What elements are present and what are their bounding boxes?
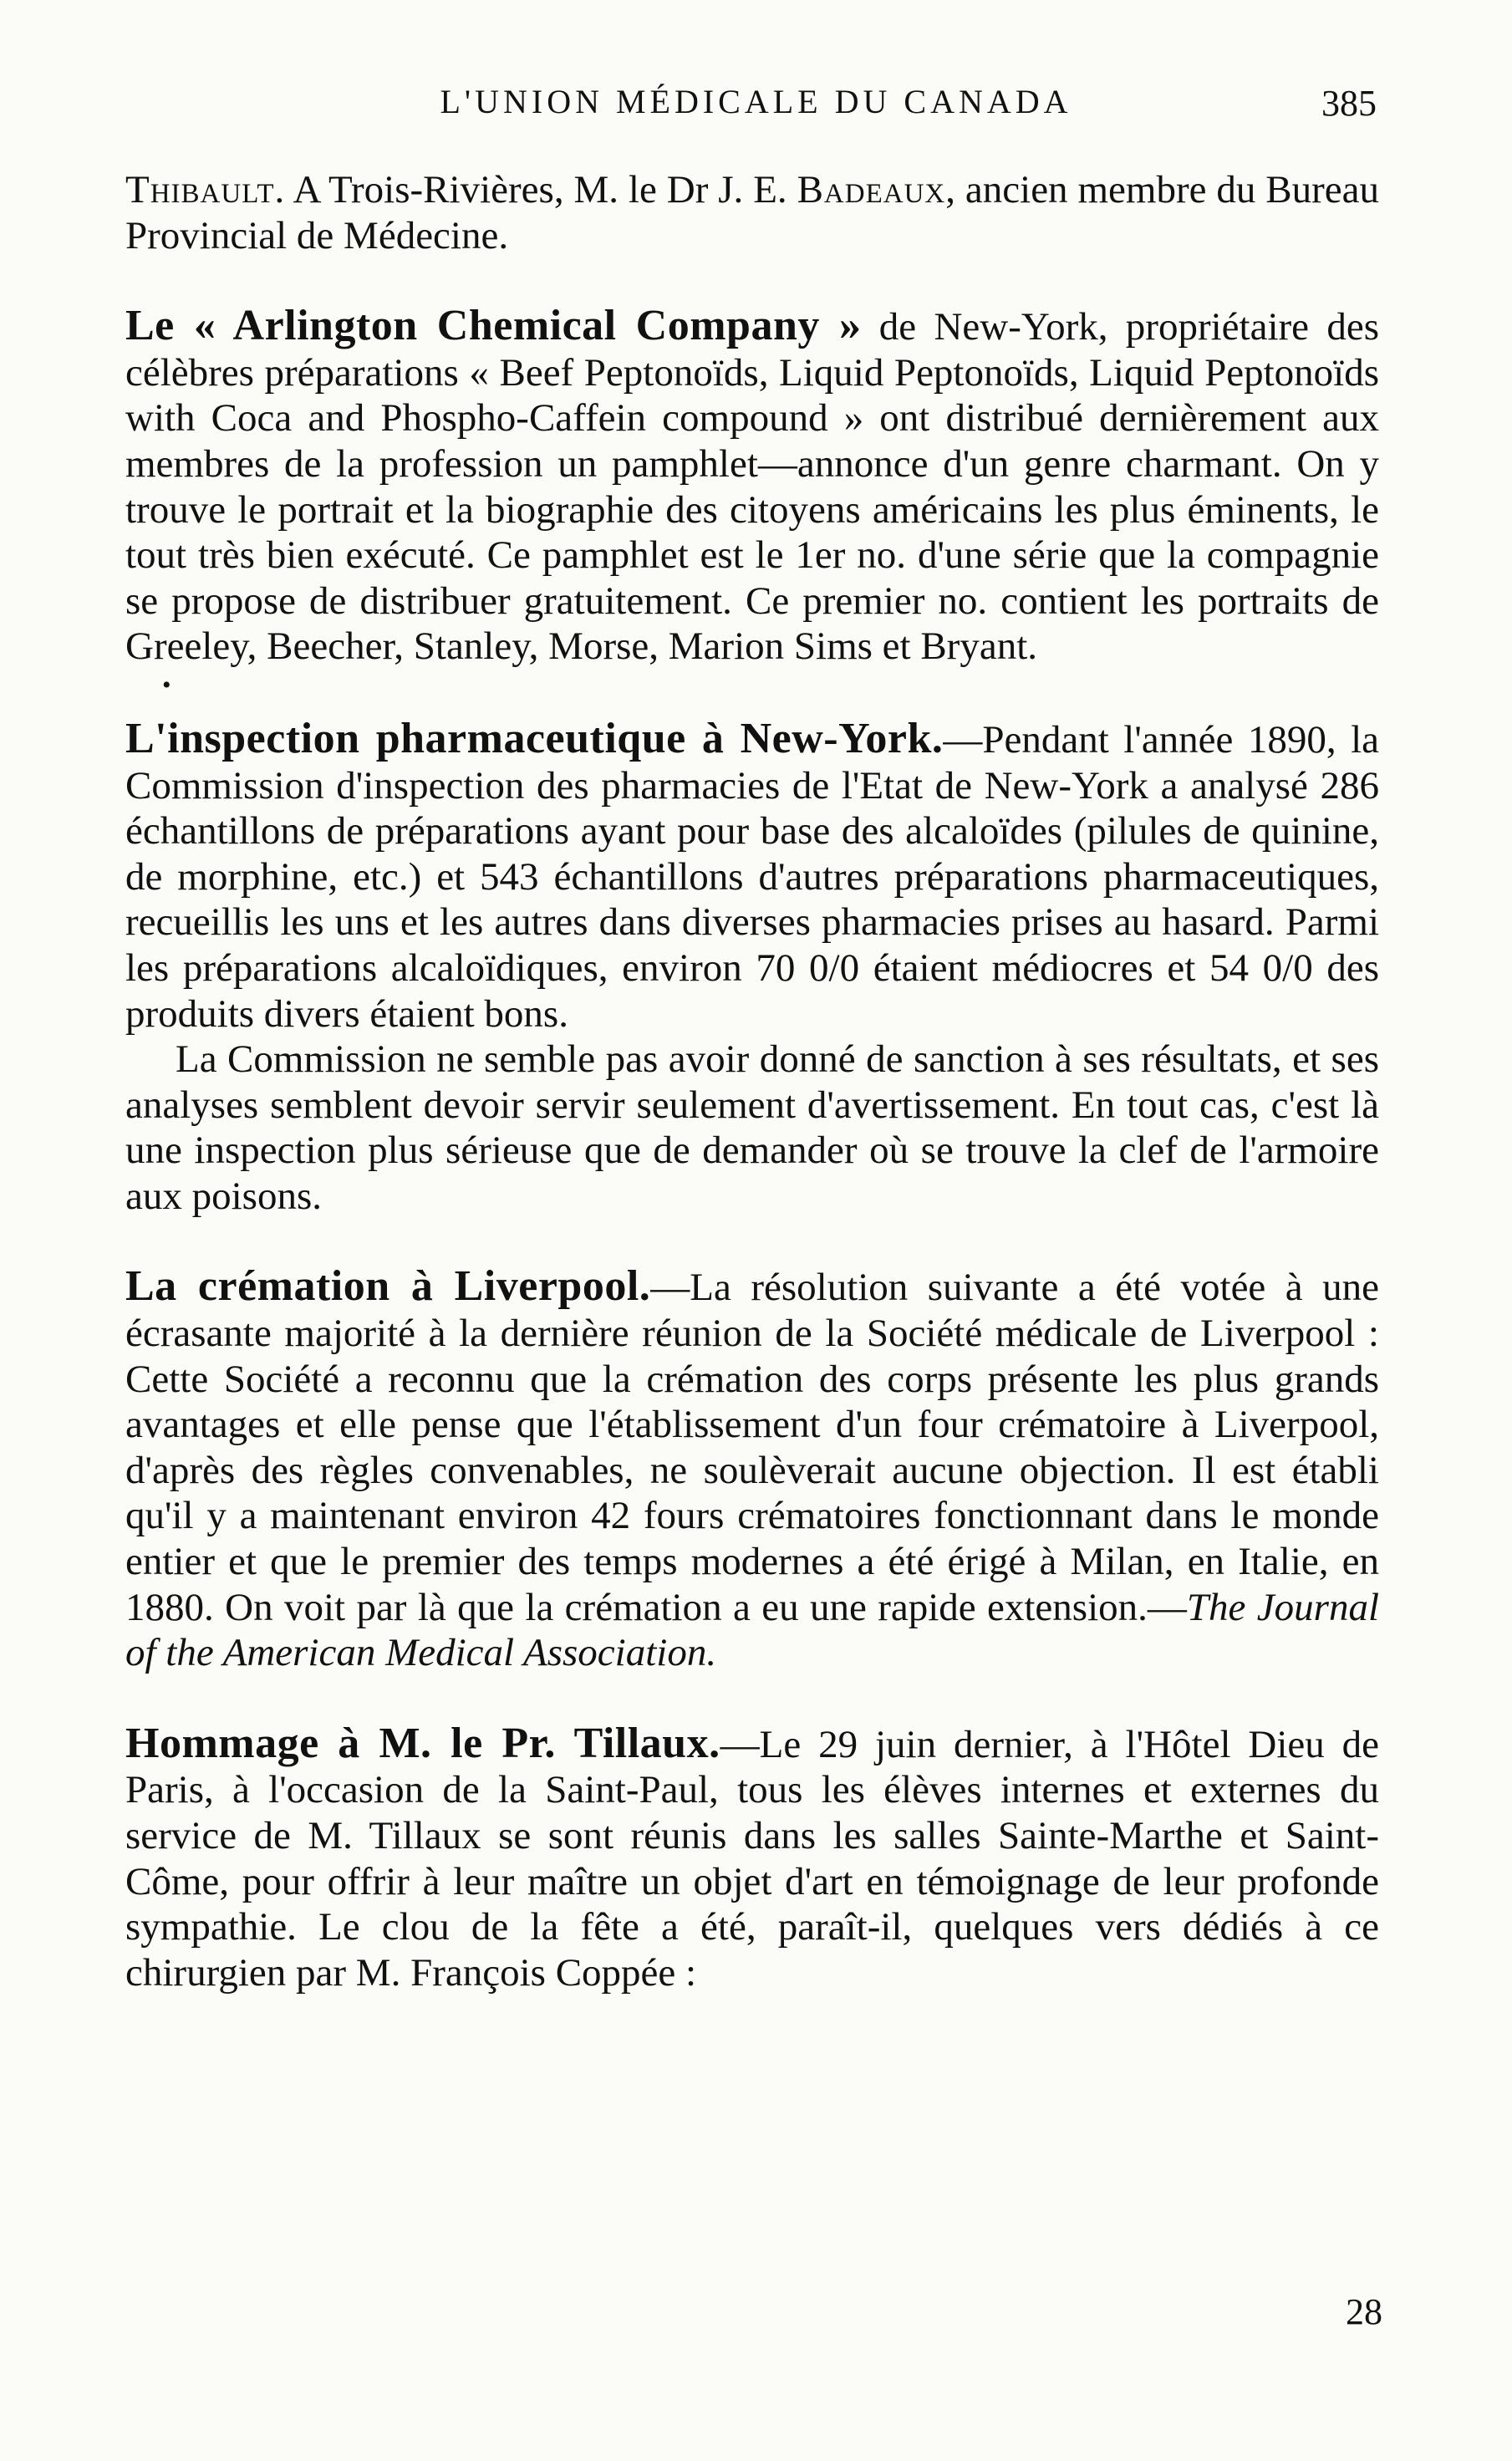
cremation-paragraph bbox=[125, 1264, 1379, 1675]
cremation-source: The Journal of the American Medical Association. bbox=[125, 1585, 1379, 1675]
inspection-heading: L'inspection pharmaceutique à New-York. bbox=[125, 714, 944, 762]
cremation-heading: La crémation à Liverpool. bbox=[125, 1262, 651, 1311]
intro-paragraph bbox=[125, 167, 1379, 258]
hommage-body: —Le 29 juin dernier, à l'Hôtel Dieu de Paris, à l'occasion de la Saint-Paul, tous les élèves internes et externes du service de M. Tillaux se sont réunis dans les salles Sainte-Marthe et Saint-Côme, pour offrir à leur maître un objet d'art en témoignage de leur profonde sympathie. Le clou de la fête a été, paraît-il, quelques vers dédiés à ce chirurgien par M. François Coppée : bbox=[125, 1722, 1379, 1995]
inspection-body: —Pendant l'année 1890, la Commission d'inspection des pharmacies de l'Etat de New-York a analysé 286 échantillons de préparations ayant pour base des alcaloïdes (pilules de quinine, de morphine, etc.) et 543 échantillons d'autres préparations pharmaceutiques, recueillis les uns et les autres dans diverses pharmacies prises au hasard. Parmi les préparations alcaloïdiques, environ 70 0/0 étaient médiocres et 54 0/0 des produits divers étaient bons. bbox=[125, 717, 1379, 1036]
inspection-paragraph bbox=[125, 716, 1379, 1037]
running-header bbox=[125, 82, 1387, 132]
intro-name-1: Thibault. bbox=[125, 168, 286, 211]
running-title: L'UNION MÉDICALE DU CANADA bbox=[440, 83, 1072, 120]
arlington-body: de New-York, propriétaire des célèbres préparations « Beef Peptonoïds, Liquid Peptonoïds, Liquid Peptonoïds with Coca and Phospho-Caffein compound » ont distribué dernièrement aux membres de la profession un pamphlet—annonce d'un genre charmant. On y trouve le portrait et la biographie des citoyens américains les plus éminents, le tout très bien exécuté. Ce pamphlet est le 1er no. d'une série que la compagnie se propose de distribuer gratuitement. Ce premier no. contient les portraits de Greeley, Beecher, Stanley, Morse, Marion Sims et Bryant. bbox=[125, 305, 1379, 669]
separator-dot: • bbox=[162, 670, 171, 699]
page-number: 385 bbox=[1321, 83, 1377, 124]
arlington-heading: Le « Arlington Chemical Company » bbox=[125, 302, 862, 350]
hommage-paragraph bbox=[125, 1721, 1379, 1996]
intro-text-1: A Trois-Rivières, M. le Dr J. E. bbox=[285, 168, 797, 211]
intro-text-2: , ancien membre du Bureau Provincial de Médecine. bbox=[125, 168, 1379, 257]
cremation-body: —La résolution suivante a été votée à une écrasante majorité à la dernière réunion de la Société médicale de Liverpool : Cette Société a reconnu que la crémation des corps présente les plus grands avantages et elle pense que l'établissement d'un four crématoire à Liverpool, d'après des règles convenables, ne soulèverait aucune objection. Il est établi qu'il y a maintenant environ 42 fours crématoires fonctionnant dans le monde entier et que le premier des temps modernes a été érigé à Milan, en Italie, en 1880. On voit par là que la crémation a eu une rapide extension.— bbox=[125, 1266, 1379, 1629]
page-body bbox=[125, 167, 1379, 1995]
inspection-paragraph-2: La Commission ne semble pas avoir donné de sanction à ses résultats, et ses analyses semblent devoir servir seulement d'avertissement. En tout cas, c'est là une inspection plus sérieuse que de demander où se trouve la clef de l'armoire aux poisons. bbox=[125, 1037, 1379, 1218]
hommage-heading: Hommage à M. le Pr. Tillaux. bbox=[125, 1719, 720, 1767]
signature-mark: 28 bbox=[1346, 2291, 1382, 2332]
arlington-paragraph bbox=[125, 303, 1379, 670]
intro-name-2: Badeaux bbox=[797, 168, 946, 211]
